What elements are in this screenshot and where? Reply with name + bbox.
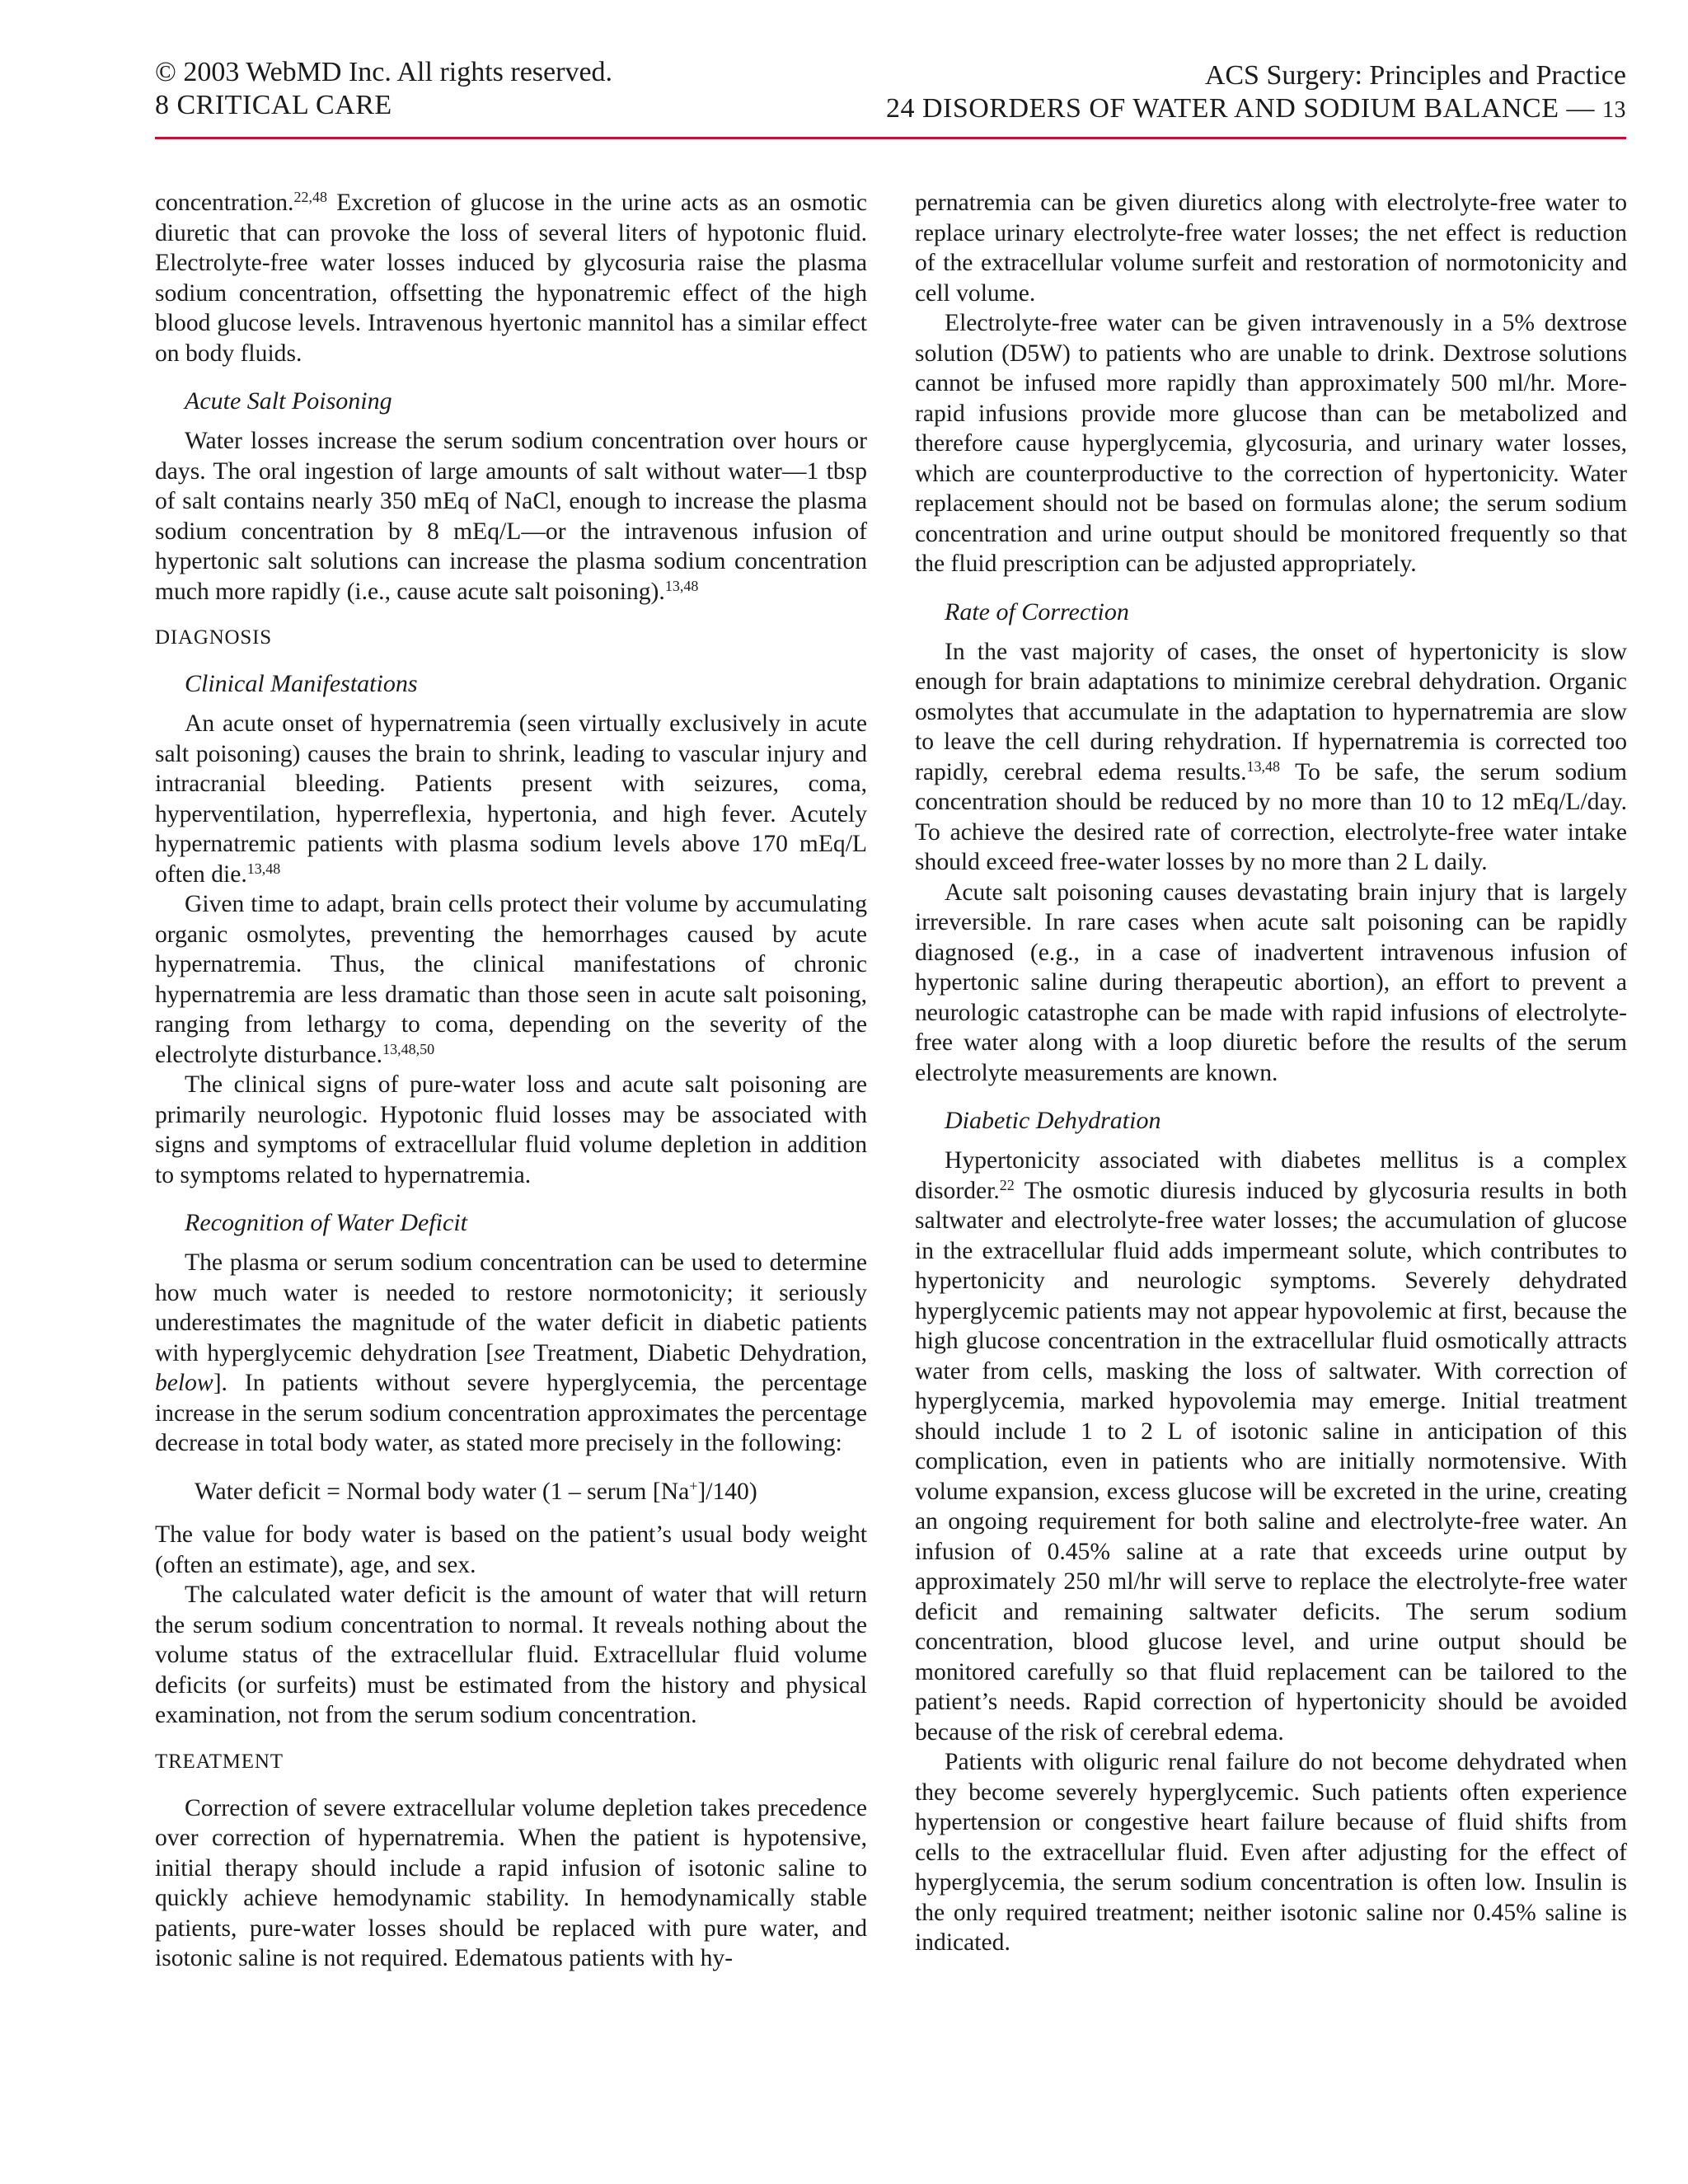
- paragraph-brain-adaptation: Given time to adapt, brain cells protect their volume by accumulating organic osmolytes, preventing the hemorrhages caused by acute hypernatremia. Thus, the clinical manifestations of chronic hypernatremia are less dramatic than those seen in acute salt poisoning, ranging from lethargy to coma, depending on the severity of the electrolyte disturbance.$^{13,48,50}$: [155, 891, 867, 1068]
- paragraph-acute-onset: An acute onset of hypernatremia (seen virtually exclusively in acute salt poisoning) causes the brain to shrink, leading to vascular injury and intracranial bleeding. Patients present with seizures, coma, hyperventilation, hyperreflexia, hypertonia, and high fever. Acutely hypernatremic patients with plasma sodium levels above 170 mEq/L often die.$^{13,48}$: [155, 710, 867, 888]
- reference: 13,48: [1246, 757, 1281, 775]
- paragraph-oliguric: Patients with oliguric renal failure do not become dehydrated when they become severely hyperglycemic. Such patients often experience hypertension or congestive heart failure because of fluid shifts from cells to the extracellular fluid. Even after adjusting for the effect of hyperglycemia, the serum sodium concentration is often low. Insulin is the only required treatment; neither isotonic saline nor 0.45% saline is indicated.: [915, 1749, 1627, 1956]
- paragraph-salt-poisoning: Water losses increase the serum sodium concentration over hours or days. The oral ingestion of large amounts of salt without water—1 tbsp of salt contains nearly 350 mEq of NaCl, enough to increase the plasma sodium concentration by 8 mEq/L—or the intravenous infusion of hypertonic salt solutions can increase the plasma sodium concentration much more rapidly (i.e., cause acute salt poisoning).$^{13,48}$: [155, 428, 867, 605]
- reference: 13,48: [246, 860, 281, 877]
- header-rule: [155, 137, 1626, 139]
- paragraph-body-water: The value for body water is based on the patient’s usual body weight (often an estimate), age, and sex.: [155, 1521, 867, 1578]
- running-header: [155, 54, 1626, 142]
- paragraph-glycosuria: concentration.$^{22,48}$ Excretion of glucose in the urine acts as an osmotic diuretic that can provoke the loss of several liters of hypotonic fluid. Electrolyte-free water losses induced by glycosuria raise the plasma sodium concentration, offsetting the hyponatremic effect of the high blood glucose levels. Intravenous hyertonic mannitol has a similar effect on body fluids.: [155, 189, 867, 367]
- subheading-acute-salt-poisoning: Acute Salt Poisoning: [185, 387, 392, 415]
- heading-diagnosis: DIAGNOSIS: [155, 626, 272, 649]
- heading-treatment: TREATMENT: [155, 1750, 284, 1773]
- paragraph-calculated-deficit: The calculated water deficit is the amount of water that will return the serum sodium concentration to normal. It reveals nothing about the volume status of the extracellular fluid. Extracellular fluid volume deficits (or surfeits) must be estimated from the history and physical examination, not from the serum sodium concentration.: [155, 1582, 867, 1728]
- subheading-diabetic-dehydration: Diabetic Dehydration: [945, 1107, 1161, 1134]
- page-number: 13: [1602, 97, 1626, 123]
- paragraph-water-deficit: The plasma or serum sodium concentration can be used to determine how much water is needed to restore normotonicity; it seriously underestimates the magnitude of the water deficit in diabetic patients with hyperglycemic dehydration [see Treatment, Diabetic Dehydration, below]. In patients without severe hyperglycemia, the percentage increase in the serum sodium concentration approximates the percentage decrease in total body water, as stated more precisely in the following:: [155, 1249, 867, 1456]
- left-column: [155, 188, 867, 1974]
- paragraph-treatment: Correction of severe extracellular volume depletion takes precedence over correction of hypernatremia. When the patient is hypotensive, initial therapy should include a rapid infusion of isotonic saline to quickly achieve hemodynamic stability. In hemodynamically stable patients, pure-water losses should be replaced with pure water, and isotonic saline is not required. Edematous patients with hy-: [155, 1794, 867, 1971]
- paragraph-clinical-signs: The clinical signs of pure-water loss and acute salt poisoning are primarily neurologic. Hypotonic fluid losses may be associated with signs and symptoms of extracellular fluid volume depletion in addition to symptoms related to hypernatremia.: [155, 1071, 867, 1188]
- reference: 13,48: [664, 577, 699, 594]
- copyright-notice: © 2003 WebMD Inc. All rights reserved.: [155, 57, 613, 87]
- paragraph-d5w: Electrolyte-free water can be given intravenously in a 5% dextrose solution (D5W) to patients who are unable to drink. Dextrose solutions cannot be infused more rapidly than approximately 500 ml/hr. More-rapid infusions provide more glucose than can be metabolized and therefore cause hyperglycemia, glycosuria, and urinary water losses, which are counterproductive to the correction of hypertonicity. Water replacement should not be based on formulas alone; the serum sodium concentration and urine output should be monitored frequently so that the fluid prescription can be adjusted appropriately.: [915, 310, 1627, 577]
- subheading-clinical-manifestations: Clinical Manifestations: [185, 670, 418, 697]
- right-column: [915, 188, 1627, 1958]
- reference: 22: [999, 1176, 1015, 1193]
- chapter-line: [886, 91, 1626, 129]
- water-deficit-equation: Water deficit = Normal body water (1 – serum [Na+]/140): [195, 1477, 757, 1505]
- paragraph-diabetic: Hypertonicity associated with diabetes mellitus is a complex disorder.$^{22}$ The osmotic diuresis induced by glycosuria results in both saltwater and electrolyte-free water losses; the accumulation of glucose in the extracellular fluid adds impermeant solute, which contributes to hypertonicity and neurologic symptoms. Severely dehydrated hyperglycemic patients may not appear hypovolemic at first, because the high glucose concentration in the extracellular fluid osmotically attracts water from cells, masking the loss of saltwater. With correction of hyperglycemia, marked hypovolemia may emerge. Initial treatment should include 1 to 2 L of isotonic saline in anticipation of this complication, even in patients who are initially normotensive. With volume expansion, excess glucose will be excreted in the urine, creating an ongoing requirement for both saline and electrolyte-free water. An infusion of 0.45% saline at a rate that exceeds urine output by approximately 250 ml/hr will serve to replace the electrolyte-free water deficit and remaining saltwater deficits. The serum sodium concentration, blood glucose level, and urine output should be monitored carefully so that fluid replacement can be tailored to the patient’s needs. Rapid correction of hypertonicity should be avoided because of the risk of cerebral edema.: [915, 1147, 1627, 1746]
- paragraph-diuretics: pernatremia can be given diuretics along with electrolyte-free water to replace urinary electrolyte-free water losses; the net effect is reduction of the extracellular volume surfeit and restoration of normotonicity and cell volume.: [915, 190, 1627, 307]
- subheading-recognition-water-deficit: Recognition of Water Deficit: [185, 1209, 467, 1236]
- reference: 22,48: [293, 189, 327, 205]
- subheading-rate-of-correction: Rate of Correction: [945, 598, 1129, 626]
- paragraph-brain-injury: Acute salt poisoning causes devastating brain injury that is largely irreversible. In rare cases when acute salt poisoning can be rapidly diagnosed (e.g., in a case of inadvertent intravenous infusion of hypertonic saline during therapeutic abortion), an effort to prevent a neurologic catastrophe can be made with rapid infusions of electrolyte-free water along with a loop diuretic before the results of the serum electrolyte measurements are known.: [915, 879, 1627, 1086]
- reference: 13,48,50: [382, 1040, 435, 1057]
- paragraph-rate: In the vast majority of cases, the onset of hypertonicity is slow enough for brain adaptations to minimize cerebral dehydration. Organic osmolytes that accumulate in the adaptation to hypernatremia are slow to leave the cell during rehydration. If hypernatremia is corrected too rapidly, cerebral edema results.$^{13,48}$ To be safe, the serum sodium concentration should be reduced by no more than 10 to 12 mEq/L/day. To achieve the desired rate of correction, electrolyte-free water intake should exceed free-water losses by no more than 2 L daily.: [915, 638, 1627, 875]
- book-title: ACS Surgery: Principles and Practice: [1204, 60, 1626, 91]
- section-title: 8 CRITICAL CARE: [155, 90, 392, 120]
- chapter-title: 24 DISORDERS OF WATER AND SODIUM BALANCE: [885, 93, 1559, 124]
- page-separator: —: [1559, 93, 1602, 124]
